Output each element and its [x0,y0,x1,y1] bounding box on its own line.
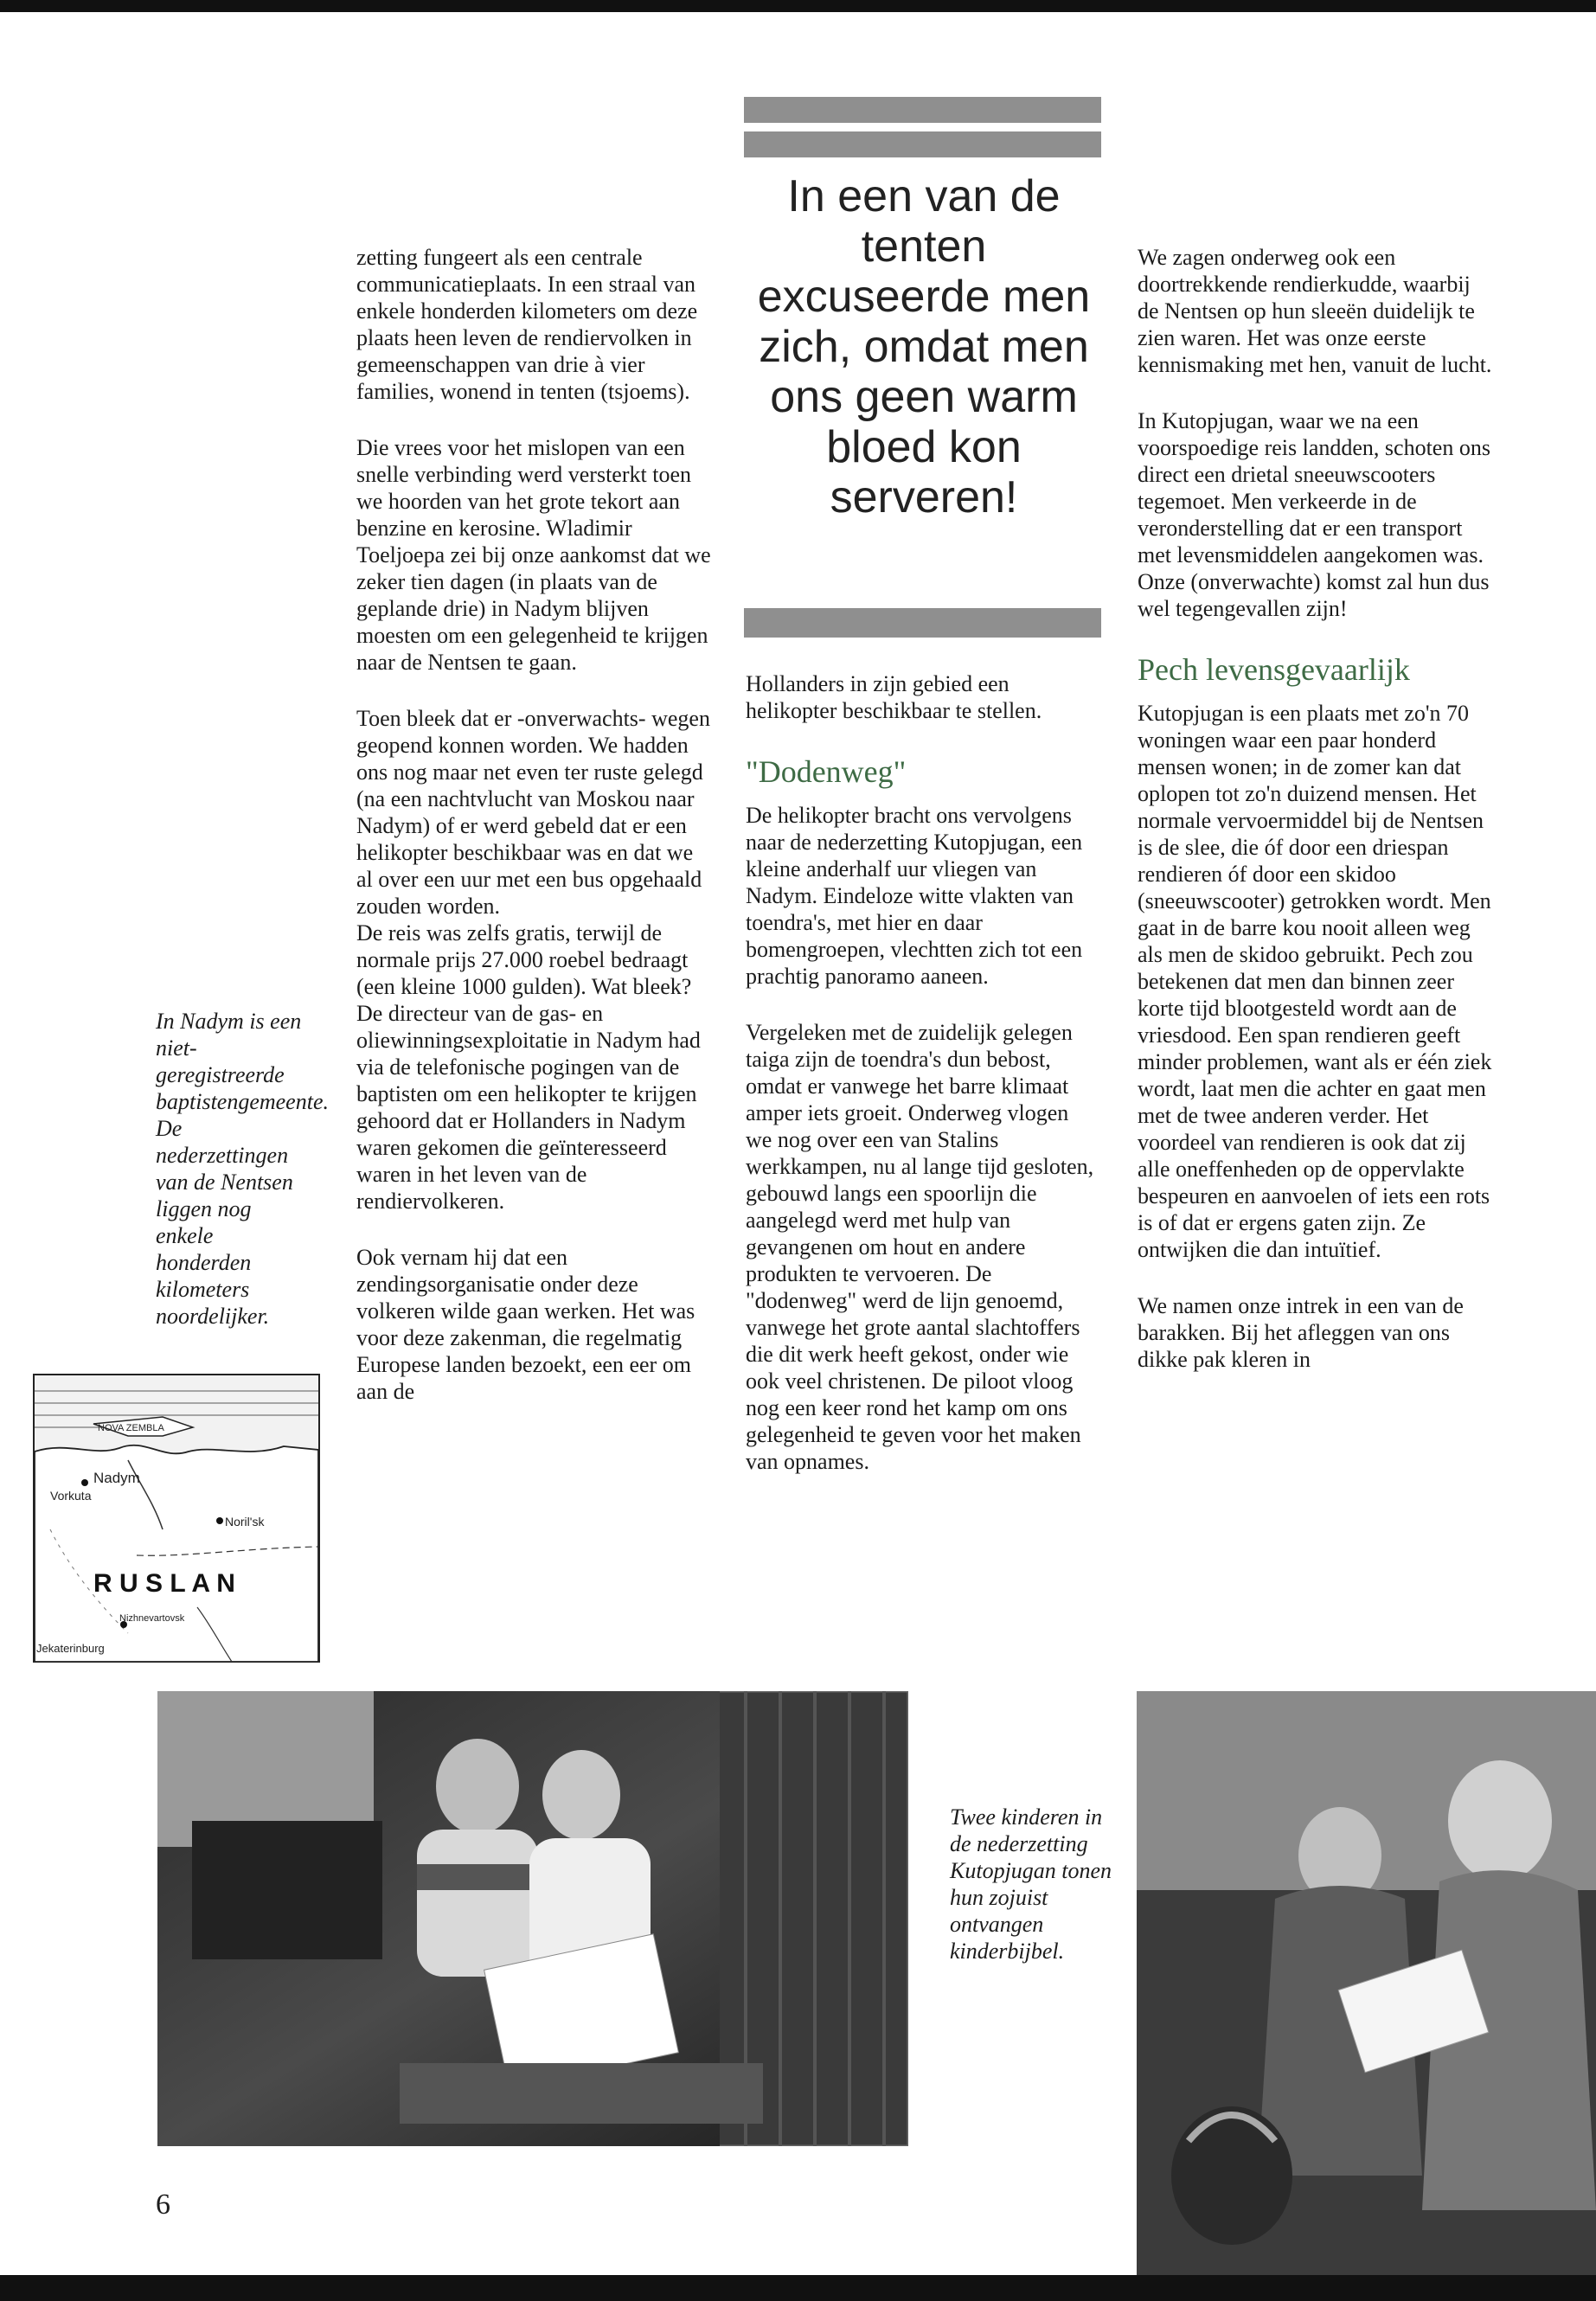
paragraph: Kutopjugan is een plaats met zo'n 70 woningen waar een paar honderd mensen wonen; in de zomer kan dat oplopen tot zo'n duizend mensen. Het normale vervoermiddel bij de Nentsen is de slee, die óf door een driespan rendieren óf door een skidoo (sneeuwscooter) getrokken wordt. Men gaat in de barre kou nooit alleen weg als men de skidoo gebruikt. Pech zou betekenen dat men dan binnen zeer korte tijd blootgesteld wordt aan de vriesdood. Een span rendieren geeft minder problemen, want als er één ziek wordt, laat men die achter en gaat men met de twee anderen verder. Het voordeel van rendieren is ook dat zij alle oneffenheden op de oppervlakte bespeuren en aanvoelen of iets een rots is of dat er ergens gaten zijn. Ze ontwijken die dan intuïtief. [1138,701,1492,1262]
paragraph: We zagen onderweg ook een doortrekkende rendierkudde, waarbij de Nentsen op hun sleeën duidelijk te zien waren. Het was onze eerste kennismaking met hen, vanuit de lucht. [1138,245,1492,377]
pull-quote-bar-top-2 [744,131,1101,157]
paragraph: Die vrees voor het mislopen van een snelle verbinding werd versterkt toen we hoorden van het grote tekort aan benzine en kerosine. Wladimir Toeljoepa zei bij onze aankomst dat we zeker tien dagen (in plaats van de geplande drie) in Nadym blijven moesten om een gelegenheid te krijgen naar de Nentsen te gaan. [356,435,711,675]
paragraph: zetting fungeert als een centrale communicatieplaats. In een straal van enkele honderden kilometers om deze plaats heen leven de rendiervolken in gemeenschappen van drie à vier families, wonend in tenten (tsjoems). [356,245,698,404]
photo-reading-together [1137,1691,1596,2275]
top-rule [0,0,1596,12]
pull-quote-bar-top-1 [744,97,1101,123]
map-label: Vorkuta [50,1489,92,1503]
map-label: Nizhnevartovsk [119,1613,185,1624]
caption-photo: Twee kinderen in de nederzetting Kutopjugan tonen hun zojuist ontvangen kinderbijbel. [950,1804,1112,1964]
map-label: Noril'sk [225,1515,265,1529]
caption-map: In Nadym is een niet-geregistreerde baptistengemeente. De nederzettingen van de Nentsen liggen nog enkele honderden kilometers noordelijker. [156,1009,329,1329]
map-label: R U S L A N [93,1569,235,1598]
article-column-1 [356,244,711,1434]
bottom-rule [0,2275,1596,2301]
page-number: 6 [156,2189,170,2221]
article-column-3 [1138,244,1497,1402]
map-label: Nadym [93,1470,140,1486]
map-label: Jekaterinburg [36,1642,105,1655]
paragraph: Ook vernam hij dat een zendingsorganisatie onder deze volkeren wilde gaan werken. Het was voor deze zakenman, die regelmatig Europese landen bezoekt, een eer om aan de [356,1245,695,1404]
pull-quote-bar-bottom [744,608,1101,638]
section-heading-pech: Pech levensgevaarlijk [1138,652,1410,687]
paragraph: We namen onze intrek in een van de barakken. Bij het afleggen van ons dikke pak kleren in [1138,1293,1464,1372]
paragraph: De reis was zelfs gratis, terwijl de normale prijs 27.000 roebel bedraagt (een kleine 1000 gulden). Wat bleek? De directeur van de gas- en oliewinningsexploitatie in Nadym had via de telefonische pogingen van de baptisten om een helikopter te krijgen gehoord dat er Hollanders in Nadym waren gekomen die geïnteresseerd waren in het leven van de rendiervolkeren. [356,920,701,1214]
paragraph: Toen bleek dat er -onverwachts- wegen geopend konnen worden. We hadden ons nog maar net even ter ruste gelegd (na een nachtvlucht van Moskou naar Nadym) of er werd gebeld dat er een helikopter beschikbaar was en dat we al over een uur met een bus opgehaald zouden worden. [356,706,710,919]
paragraph: Hollanders in zijn gebied een helikopter beschikbaar te stellen. [746,671,1042,723]
pull-quote: In een van de tenten excuseerde men zich, omdat men ons geen warm bloed kon serveren! [757,171,1091,522]
paragraph: In Kutopjugan, waar we na een voorspoedige reis landden, schoten ons direct een drietal sneeuwscooters tegemoet. Men verkeerde in de veronderstelling dat er een transport met levensmiddelen aangekomen was. Onze (onverwachte) komst zal hun dus wel tegengevallen zijn! [1138,408,1490,621]
paragraph: Vergeleken met de zuidelijk gelegen taiga zijn de toendra's dun bebost, omdat er vanwege het barre klimaat amper iets groeit. Onderweg vlogen we nog over een van Stalins werkkampen, nu al lange tijd gesloten, gebouwd langs een spoorlijn die aangelegd werd met hulp van gevangenen om hout en andere produkten te vervoeren. De "dodenweg" werd de lijn genoemd, vanwege het grote aantal slachtoffers die dit werk heeft gekost, onder wie ook veel christenen. De piloot vloog nog een keer rond het kamp om ons gelegenheid te geven voor het maken van opnames. [746,1020,1094,1474]
article-column-2 [746,670,1100,1504]
map-of-region [33,1374,320,1663]
map-label: NOVA ZEMBLA [98,1423,164,1433]
photo-children-with-bible [157,1691,908,2146]
paragraph: De helikopter bracht ons vervolgens naar de nederzetting Kutopjugan, een kleine anderhalf uur vliegen van Nadym. Eindeloze witte vlakten van toendra's, met hier en daar bomengroepen, vlechtten zich tot een prachtig panoramo aaneen. [746,803,1083,989]
section-heading-dodenweg: "Dodenweg" [746,754,907,789]
